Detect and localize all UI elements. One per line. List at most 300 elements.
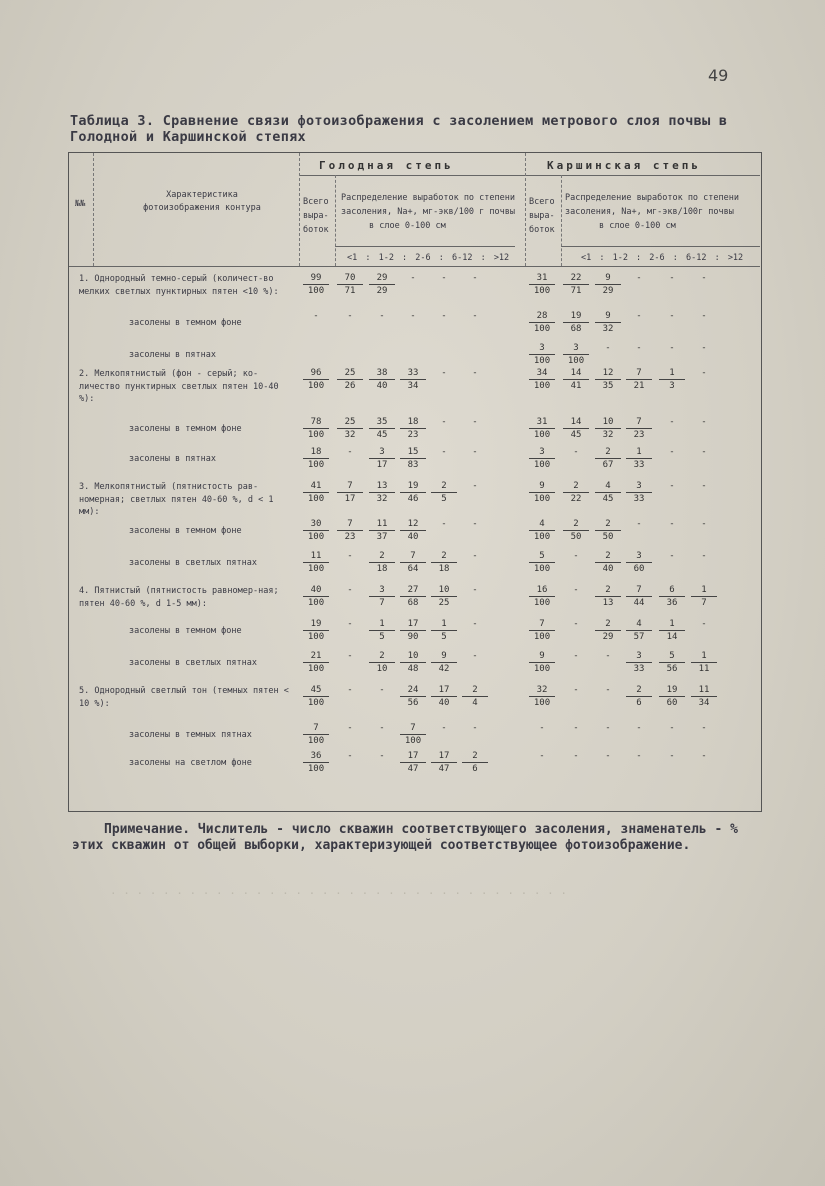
ranges-rule-1 xyxy=(335,246,515,247)
cell-numerator: - xyxy=(441,519,447,529)
cell-numerator: 31 xyxy=(529,417,555,429)
table-cell-k xyxy=(529,651,555,674)
cell-denominator: 100 xyxy=(307,736,325,746)
cell-denominator: 100 xyxy=(404,736,422,746)
cell-numerator: - xyxy=(605,723,611,733)
cell-denominator: 100 xyxy=(307,564,325,574)
table-cell-k xyxy=(563,519,589,542)
cell-numerator: - xyxy=(539,723,545,733)
cell-numerator: 12 xyxy=(400,519,426,531)
table-note: Примечание. Числитель - число скважин соответствующего засоления, знаменатель - % этих скважин от общей выборки, характеризующей соответствующее фотоизображение. xyxy=(72,822,738,853)
cell-numerator: - xyxy=(573,751,579,761)
cell-denominator: 44 xyxy=(633,598,645,608)
cell-numerator: 18 xyxy=(400,417,426,429)
cell-numerator: 3 xyxy=(369,585,395,597)
table-cell-k xyxy=(595,343,621,355)
header-total-1a: Всего xyxy=(303,197,329,207)
table-cell-k xyxy=(659,447,685,459)
cell-numerator: 29 xyxy=(369,273,395,285)
table-cell-k xyxy=(563,311,589,334)
cell-denominator xyxy=(595,662,621,663)
cell-numerator: 13 xyxy=(369,481,395,493)
table-cell-g xyxy=(337,273,363,296)
cell-denominator: 100 xyxy=(307,698,325,708)
cell-denominator: 40 xyxy=(407,532,419,542)
cell-denominator: 32 xyxy=(344,430,356,440)
cell-numerator: 45 xyxy=(303,685,329,697)
table-cell-g xyxy=(400,723,426,746)
cell-denominator xyxy=(691,284,717,285)
cell-denominator: 35 xyxy=(602,381,614,391)
cell-numerator: - xyxy=(701,343,707,353)
cell-numerator: 10 xyxy=(400,651,426,663)
table-cell-g xyxy=(462,273,488,285)
cell-numerator: 1 xyxy=(659,619,685,631)
cell-numerator: 24 xyxy=(400,685,426,697)
cell-numerator: - xyxy=(472,585,478,595)
cell-denominator xyxy=(626,322,652,323)
cell-denominator xyxy=(659,322,685,323)
cell-numerator: 10 xyxy=(595,417,621,429)
table-cell-g xyxy=(431,447,457,459)
table-cell-k xyxy=(595,723,621,735)
table-cell-k xyxy=(691,651,717,674)
table-cell-g xyxy=(431,311,457,323)
cell-denominator xyxy=(691,322,717,323)
cell-denominator xyxy=(595,734,621,735)
header-dist-2c: в слое 0-100 см xyxy=(599,221,676,231)
table-cell-k xyxy=(595,447,621,470)
cell-numerator: 32 xyxy=(529,685,555,697)
row-sublabel: засолены в темном фоне xyxy=(129,526,242,536)
cell-numerator: 16 xyxy=(529,585,555,597)
cell-numerator: - xyxy=(669,343,675,353)
cell-denominator xyxy=(369,734,395,735)
cell-numerator: 1 xyxy=(691,651,717,663)
table-cell-k xyxy=(563,551,589,563)
cell-denominator xyxy=(563,762,589,763)
cell-numerator: - xyxy=(379,685,385,695)
table-cell-k xyxy=(529,685,555,708)
cell-denominator xyxy=(691,630,717,631)
cell-numerator: 7 xyxy=(529,619,555,631)
cell-denominator: 7 xyxy=(701,598,707,608)
cell-numerator: - xyxy=(379,751,385,761)
cell-numerator: 35 xyxy=(369,417,395,429)
cell-numerator: 7 xyxy=(626,417,652,429)
table-cell-g xyxy=(462,751,488,774)
header-ranges-2: <1 : 1-2 : 2-6 : 6-12 : >12 xyxy=(581,253,744,263)
cell-numerator: 2 xyxy=(431,551,457,563)
table-cell-k xyxy=(563,417,589,440)
table-cell-g xyxy=(400,481,426,504)
cell-numerator: 17 xyxy=(400,619,426,631)
cell-denominator xyxy=(462,379,488,380)
cell-denominator: 60 xyxy=(666,698,678,708)
cell-denominator xyxy=(462,662,488,663)
table-cell-g xyxy=(462,685,488,708)
header-dist-2b: засоления, Na+, мг-экв/100г почвы xyxy=(565,207,734,217)
table-cell-k xyxy=(659,273,685,285)
table-cell-g xyxy=(369,273,395,296)
table-cell-g xyxy=(303,585,329,608)
table-cell-g xyxy=(337,551,363,563)
cell-denominator: 100 xyxy=(533,381,551,391)
cell-numerator: 2 xyxy=(595,619,621,631)
cell-denominator: 25 xyxy=(438,598,450,608)
cell-denominator: 45 xyxy=(570,430,582,440)
cell-numerator: 7 xyxy=(400,551,426,563)
cell-denominator xyxy=(595,762,621,763)
table-cell-g xyxy=(337,751,363,763)
table-cell-k xyxy=(659,519,685,531)
cell-denominator: 56 xyxy=(407,698,419,708)
region-rule xyxy=(299,175,760,176)
cell-numerator: 9 xyxy=(595,311,621,323)
cell-denominator: 57 xyxy=(633,632,645,642)
cell-numerator: 30 xyxy=(303,519,329,531)
cell-denominator: 33 xyxy=(633,664,645,674)
row-sublabel: засолены в темном фоне xyxy=(129,424,242,434)
table-cell-k xyxy=(659,651,685,674)
cell-denominator: 100 xyxy=(533,324,551,334)
cell-numerator: 9 xyxy=(529,481,555,493)
cell-denominator: 18 xyxy=(438,564,450,574)
cell-numerator: 4 xyxy=(595,481,621,493)
header-characteristic: Характеристика фотоизображения контура xyxy=(143,190,261,213)
cell-denominator: 33 xyxy=(633,460,645,470)
table-cell-g xyxy=(462,551,488,563)
table-cell-k xyxy=(626,343,652,355)
cell-denominator: 45 xyxy=(376,430,388,440)
table-cell-k xyxy=(595,481,621,504)
cell-numerator: - xyxy=(636,751,642,761)
table-cell-k xyxy=(659,751,685,763)
cell-numerator: - xyxy=(573,551,579,561)
table-cell-g xyxy=(303,447,329,470)
table-cell-g xyxy=(431,619,457,642)
header-total-2a: Всего xyxy=(529,197,555,207)
cell-denominator: 45 xyxy=(602,494,614,504)
cell-denominator: 40 xyxy=(602,564,614,574)
cell-denominator xyxy=(563,662,589,663)
bleed-through-text: . . . . . . . . . . . . . . . . . . . . . . . . . . . . . . . . . . . xyxy=(110,884,567,897)
cell-numerator: - xyxy=(472,481,478,491)
cell-denominator xyxy=(626,762,652,763)
table-caption: Таблица 3. Сравнение связи фотоизображения с засолением метрового слоя почвы в Голодной и Каршинской степях xyxy=(70,113,728,145)
cell-denominator: 100 xyxy=(567,356,585,366)
table-cell-g xyxy=(337,481,363,504)
table-cell-g xyxy=(337,519,363,542)
table-cell-k xyxy=(691,368,717,380)
cell-denominator: 10 xyxy=(376,664,388,674)
cell-numerator: 7 xyxy=(337,481,363,493)
cell-denominator xyxy=(337,762,363,763)
table-cell-g xyxy=(369,585,395,608)
table-cell-k xyxy=(529,551,555,574)
cell-numerator: - xyxy=(472,519,478,529)
cell-numerator: - xyxy=(701,273,707,283)
cell-denominator xyxy=(369,696,395,697)
table-cell-g xyxy=(400,273,426,285)
table-cell-g xyxy=(303,651,329,674)
cell-denominator xyxy=(595,696,621,697)
table-cell-k xyxy=(529,368,555,391)
table-cell-k xyxy=(529,519,555,542)
table-cell-g xyxy=(303,311,329,323)
cell-numerator: - xyxy=(347,751,353,761)
cell-numerator: - xyxy=(347,447,353,457)
table-cell-k xyxy=(691,619,717,631)
cell-denominator xyxy=(337,458,363,459)
table-cell-k xyxy=(529,585,555,608)
table-cell-k xyxy=(691,723,717,735)
table-cell-k xyxy=(691,481,717,493)
table-cell-k xyxy=(563,481,589,504)
cell-denominator: 37 xyxy=(376,532,388,542)
cell-denominator: 7 xyxy=(379,598,385,608)
cell-denominator xyxy=(626,734,652,735)
table-cell-k xyxy=(626,447,652,470)
cell-numerator: 78 xyxy=(303,417,329,429)
cell-denominator: 5 xyxy=(441,632,447,642)
cell-denominator: 34 xyxy=(698,698,710,708)
cell-denominator xyxy=(369,762,395,763)
cell-numerator: 3 xyxy=(529,343,555,355)
cell-denominator: 29 xyxy=(376,286,388,296)
cell-denominator xyxy=(431,428,457,429)
cell-denominator: 100 xyxy=(307,532,325,542)
row-sublabel: засолены в пятнах xyxy=(129,454,216,464)
col-divider-g2 xyxy=(335,175,336,266)
table-cell-k xyxy=(563,751,589,763)
table-cell-g xyxy=(431,651,457,674)
cell-denominator: 83 xyxy=(407,460,419,470)
table-cell-k xyxy=(691,685,717,708)
cell-numerator: - xyxy=(605,685,611,695)
table-cell-g xyxy=(400,311,426,323)
cell-denominator xyxy=(659,354,685,355)
cell-numerator: - xyxy=(313,311,319,321)
cell-denominator: 100 xyxy=(307,494,325,504)
cell-numerator: - xyxy=(472,619,478,629)
cell-numerator: - xyxy=(573,447,579,457)
cell-denominator xyxy=(462,562,488,563)
table-cell-k xyxy=(659,585,685,608)
header-region-karshi: Каршинская степь xyxy=(547,159,701,172)
table-cell-g xyxy=(303,368,329,391)
cell-denominator xyxy=(337,662,363,663)
cell-numerator: - xyxy=(636,519,642,529)
cell-denominator: 13 xyxy=(602,598,614,608)
table-cell-g xyxy=(369,447,395,470)
cell-numerator: - xyxy=(669,273,675,283)
cell-numerator: 11 xyxy=(369,519,395,531)
cell-denominator xyxy=(691,428,717,429)
ranges-rule-2 xyxy=(561,246,760,247)
cell-numerator: 7 xyxy=(626,585,652,597)
table-cell-g xyxy=(400,651,426,674)
cell-denominator xyxy=(691,379,717,380)
cell-denominator xyxy=(563,696,589,697)
cell-numerator: - xyxy=(472,311,478,321)
cell-numerator: 27 xyxy=(400,585,426,597)
cell-numerator: 2 xyxy=(626,685,652,697)
cell-denominator xyxy=(659,734,685,735)
table-cell-g xyxy=(337,368,363,391)
cell-denominator xyxy=(369,322,395,323)
cell-denominator: 56 xyxy=(666,664,678,674)
cell-denominator xyxy=(431,734,457,735)
cell-numerator: - xyxy=(472,551,478,561)
cell-numerator: 10 xyxy=(431,585,457,597)
cell-numerator: 17 xyxy=(431,751,457,763)
cell-denominator xyxy=(659,562,685,563)
cell-numerator: 2 xyxy=(563,519,589,531)
cell-denominator xyxy=(691,458,717,459)
table-cell-k xyxy=(626,651,652,674)
cell-numerator: 1 xyxy=(626,447,652,459)
cell-denominator xyxy=(659,492,685,493)
cell-denominator: 68 xyxy=(407,598,419,608)
table-cell-g xyxy=(462,447,488,459)
cell-denominator xyxy=(563,562,589,563)
table-cell-k xyxy=(595,751,621,763)
row-sublabel: засолены в пятнах xyxy=(129,350,216,360)
cell-numerator: 25 xyxy=(337,368,363,380)
cell-numerator: - xyxy=(379,723,385,733)
col-divider-g xyxy=(299,153,300,266)
row-sublabel: засолены в темном фоне xyxy=(129,626,242,636)
table-cell-g xyxy=(303,619,329,642)
table-cell-g xyxy=(400,585,426,608)
row-label: 5. Однородный светлый тон (темных пятен < 10 %): xyxy=(79,686,289,709)
table-cell-k xyxy=(529,273,555,296)
table-cell-k xyxy=(659,311,685,323)
table-cell-k xyxy=(659,481,685,493)
cell-denominator xyxy=(337,734,363,735)
row-label: 1. Однородный темно-серый (количест-во мелких светлых пунктирных пятен <10 %): xyxy=(79,274,279,297)
cell-numerator: 17 xyxy=(400,751,426,763)
cell-denominator: 100 xyxy=(533,632,551,642)
cell-denominator: 40 xyxy=(376,381,388,391)
cell-numerator: - xyxy=(573,585,579,595)
cell-denominator xyxy=(659,458,685,459)
table-cell-g xyxy=(431,481,457,504)
table-cell-k xyxy=(563,273,589,296)
cell-numerator: - xyxy=(441,368,447,378)
header-dist-1b: засоления, Na+, мг-экв/100 г почвы xyxy=(341,207,515,217)
table-cell-k xyxy=(659,723,685,735)
cell-numerator: 70 xyxy=(337,273,363,285)
cell-denominator: 23 xyxy=(407,430,419,440)
cell-denominator xyxy=(659,530,685,531)
cell-denominator: 26 xyxy=(344,381,356,391)
table-cell-k xyxy=(563,723,589,735)
table-cell-k xyxy=(595,368,621,391)
table-cell-g xyxy=(337,311,363,323)
table-cell-g xyxy=(462,585,488,597)
cell-numerator: 19 xyxy=(400,481,426,493)
table-cell-g xyxy=(431,368,457,380)
cell-numerator: - xyxy=(573,723,579,733)
table-cell-g xyxy=(337,685,363,697)
table-cell-k xyxy=(691,751,717,763)
cell-numerator: 6 xyxy=(659,585,685,597)
cell-denominator xyxy=(529,762,555,763)
cell-denominator xyxy=(431,284,457,285)
cell-denominator xyxy=(462,284,488,285)
cell-numerator: - xyxy=(636,273,642,283)
cell-denominator: 6 xyxy=(472,764,478,774)
cell-numerator: - xyxy=(669,417,675,427)
cell-denominator: 64 xyxy=(407,564,419,574)
cell-numerator: 96 xyxy=(303,368,329,380)
table-cell-k xyxy=(595,619,621,642)
cell-numerator: - xyxy=(701,751,707,761)
header-total-2b: выра- xyxy=(529,211,555,221)
cell-denominator: 17 xyxy=(376,460,388,470)
cell-denominator: 46 xyxy=(407,494,419,504)
cell-numerator: 7 xyxy=(303,723,329,735)
cell-numerator: 9 xyxy=(595,273,621,285)
cell-denominator: 41 xyxy=(570,381,582,391)
cell-denominator: 21 xyxy=(633,381,645,391)
cell-numerator: 41 xyxy=(303,481,329,493)
table-cell-g xyxy=(431,723,457,735)
cell-denominator xyxy=(337,562,363,563)
cell-numerator: 7 xyxy=(337,519,363,531)
cell-denominator xyxy=(462,492,488,493)
cell-numerator: - xyxy=(701,723,707,733)
header-dist-1c: в слое 0-100 см xyxy=(369,221,446,231)
header-dist-2a: Распределение выработок по степени xyxy=(565,193,739,203)
cell-denominator: 18 xyxy=(376,564,388,574)
table-cell-k xyxy=(626,481,652,504)
table-cell-k xyxy=(626,723,652,735)
cell-numerator: - xyxy=(573,651,579,661)
cell-numerator: - xyxy=(573,685,579,695)
cell-denominator xyxy=(659,284,685,285)
cell-numerator: - xyxy=(636,723,642,733)
cell-denominator: 33 xyxy=(633,494,645,504)
cell-numerator: 9 xyxy=(529,651,555,663)
cell-numerator: 5 xyxy=(659,651,685,663)
table-cell-k xyxy=(563,685,589,697)
col-divider-num xyxy=(93,153,94,266)
cell-denominator xyxy=(563,458,589,459)
cell-numerator: - xyxy=(472,273,478,283)
cell-numerator: - xyxy=(669,551,675,561)
table-cell-k xyxy=(595,417,621,440)
cell-numerator: - xyxy=(441,723,447,733)
table-cell-g xyxy=(337,447,363,459)
table-cell-g xyxy=(303,417,329,440)
cell-denominator: 14 xyxy=(666,632,678,642)
cell-numerator: - xyxy=(701,368,707,378)
cell-denominator: 23 xyxy=(633,430,645,440)
row-sublabel: засолены на светлом фоне xyxy=(129,758,252,768)
cell-denominator: 100 xyxy=(533,564,551,574)
cell-numerator: 11 xyxy=(303,551,329,563)
cell-numerator: 3 xyxy=(626,651,652,663)
cell-denominator: 100 xyxy=(307,664,325,674)
cell-denominator xyxy=(431,458,457,459)
table-cell-g xyxy=(400,417,426,440)
cell-numerator: 14 xyxy=(563,417,589,429)
table-cell-k xyxy=(691,551,717,563)
table-cell-g xyxy=(369,723,395,735)
